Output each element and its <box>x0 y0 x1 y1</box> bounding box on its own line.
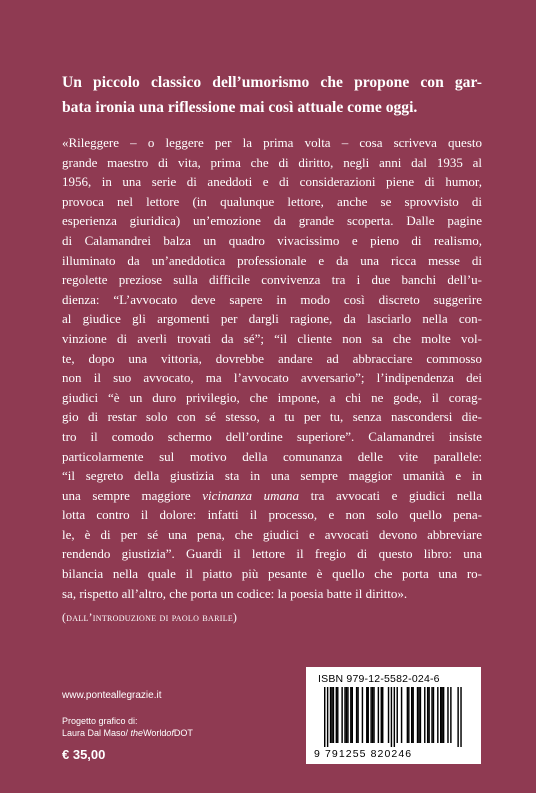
blurb-body <box>62 133 482 603</box>
barcode-bar <box>346 687 347 743</box>
body-line: provoca nel lettore (in qualunque lettore, anche se sprovvisto di <box>62 193 482 209</box>
barcode-bar <box>412 687 413 743</box>
credits-label: Progetto grafico di: <box>62 716 138 726</box>
barcode-bar <box>357 687 358 743</box>
barcode-bar <box>457 687 458 747</box>
body-text-segment: una sempre maggiore <box>62 487 203 503</box>
barcode-bar <box>368 687 369 743</box>
publisher-website[interactable]: www.ponteallegrazie.it <box>62 690 162 701</box>
barcode-bar <box>370 687 371 743</box>
body-text-segment: tra avvocati e giudici nella <box>299 487 482 503</box>
body-line: giudici “è un duro privilegio, che impone, a chi ne gode, il corag- <box>62 389 482 405</box>
barcode-bar <box>437 687 438 743</box>
barcode-bar <box>373 687 374 743</box>
isbn-label: ISBN 979-12-5582-024-6 <box>318 673 440 685</box>
body-line: al giudice gli argomenti per dargli ragione, da lasciarlo nella con- <box>62 311 482 327</box>
barcode-bar <box>352 687 353 743</box>
body-line: non il suo avvocato, ma l’avvocato avversario”; l’indipendenza dei <box>62 370 482 386</box>
barcode-bar <box>341 687 342 743</box>
body-line: «Rileggere – o leggere per la prima volta – cosa scriveva questo <box>62 135 482 150</box>
barcode-bar <box>420 687 421 743</box>
barcode-bar <box>440 687 441 743</box>
credits-designer <box>62 728 193 740</box>
body-line: sa, rispetto all’altro, che porta un codice: la poesia batte il diritto». <box>62 585 408 601</box>
body-line: dienza: “L’avvocato deve sapere in modo così discreto suggerire <box>62 291 482 307</box>
barcode-bar <box>366 687 367 743</box>
barcode-bar <box>324 687 325 747</box>
body-line: esperienza giuridica) un’emozione da grande scoperta. Dalle pagine <box>62 213 482 229</box>
barcode-bar <box>447 687 448 743</box>
barcode-bar <box>418 687 419 743</box>
barcode-bar <box>331 687 332 743</box>
barcode-bar <box>394 687 395 747</box>
barcode-bar <box>336 687 337 743</box>
studio-dot: DOT <box>173 727 193 738</box>
body-line: regolette preziose sulla difficile convivenza tra i due banchi dell’u- <box>62 272 482 288</box>
barcode-bar <box>382 687 383 743</box>
headline-line-1: Un piccolo classico dell’umorismo che propone con gar- <box>62 74 482 91</box>
body-line: illuminato da un’aneddotica professionale e da una ricca messe di <box>62 252 482 268</box>
barcode-bar <box>350 687 351 743</box>
body-line: vinzione di averli trovati da sé”; “il cliente non sa che molte vol- <box>62 330 482 346</box>
price-label: € 35,00 <box>62 747 106 762</box>
barcode-bar <box>347 687 348 743</box>
barcode-bar <box>381 687 382 743</box>
barcode-bar <box>441 687 442 743</box>
body-line: gio di restar solo con sé stesso, a tu per tu, senza nascondersi die- <box>62 409 482 425</box>
barcode-bar <box>417 687 418 743</box>
barcode-bar <box>450 687 451 743</box>
barcode-bar <box>460 687 461 747</box>
barcode-bar <box>378 687 379 743</box>
studio-world: World <box>143 727 167 738</box>
barcode-bar <box>433 687 434 743</box>
studio-the: the <box>130 727 144 738</box>
body-line: “il segreto della giustizia sta in una sempre maggior umanità e in <box>62 468 482 484</box>
barcode-bar <box>408 687 409 743</box>
barcode-bar <box>362 687 363 743</box>
barcode-bar <box>356 687 357 743</box>
body-line: particolarmente sul motivo della comunanza delle vite parallele: <box>62 448 482 464</box>
barcode-bar <box>411 687 412 743</box>
body-line: di Calamandrei balza un quadro vivacissimo e pieno di realismo, <box>62 232 482 248</box>
body-line: le, è di per sé una pena, che giudici e avvocati devono abbreviare <box>62 526 482 542</box>
barcode-bar <box>344 687 345 743</box>
body-line-with-italic <box>62 486 482 506</box>
barcode-bar <box>388 687 389 743</box>
barcode-bar <box>424 687 425 743</box>
barcode-icon <box>316 687 471 747</box>
barcode-bar <box>397 687 398 743</box>
barcode-bar <box>428 687 429 743</box>
body-line: lotta contro il dolore: infatti il processo, e non solo quello pena- <box>62 507 482 523</box>
body-line: 1956, in una serie di aneddoti e di considerazioni piene di humor, <box>62 174 482 190</box>
barcode-bar <box>427 687 428 743</box>
barcode-bar <box>407 687 408 743</box>
body-line: tro il comodo schermo dell’ordine superiore”. Calamandrei insiste <box>62 428 482 444</box>
quote-attribution: (dall’introduzione di paolo barile) <box>62 612 238 624</box>
body-line: te, dopo una vittoria, dovrebbe andare ad abbracciare commosso <box>62 350 482 366</box>
body-line: bilancia nella quale il piatto più pesante è quello che porta una ro- <box>62 566 482 582</box>
designer-name: Laura Dal Maso/ <box>62 727 131 738</box>
barcode-bar <box>330 687 331 743</box>
isbn-barcode-panel <box>306 667 481 764</box>
barcode-bar <box>372 687 373 743</box>
design-credits <box>62 716 193 739</box>
italic-phrase: vicinanza umana <box>202 487 300 503</box>
barcode-digits: 9 791255 820246 <box>314 748 413 760</box>
barcode-bar <box>327 687 328 747</box>
barcode-bar <box>443 687 444 743</box>
barcode-bar <box>337 687 338 743</box>
body-line: rendendo giustizia”. Guardi il lettore il fregio di questo libro: una <box>62 546 482 562</box>
barcode-bar <box>333 687 334 743</box>
studio-of: of <box>166 727 174 738</box>
barcode-bar <box>391 687 392 747</box>
blurb-headline <box>62 70 482 120</box>
headline-line-2: bata ironia una riflessione mai così attuale come oggi. <box>62 99 418 116</box>
barcode-bar <box>401 687 402 743</box>
barcode-bar <box>431 687 432 743</box>
body-line: grande maestro di vita, prima che di diritto, negli anni dal 1935 al <box>62 154 482 170</box>
